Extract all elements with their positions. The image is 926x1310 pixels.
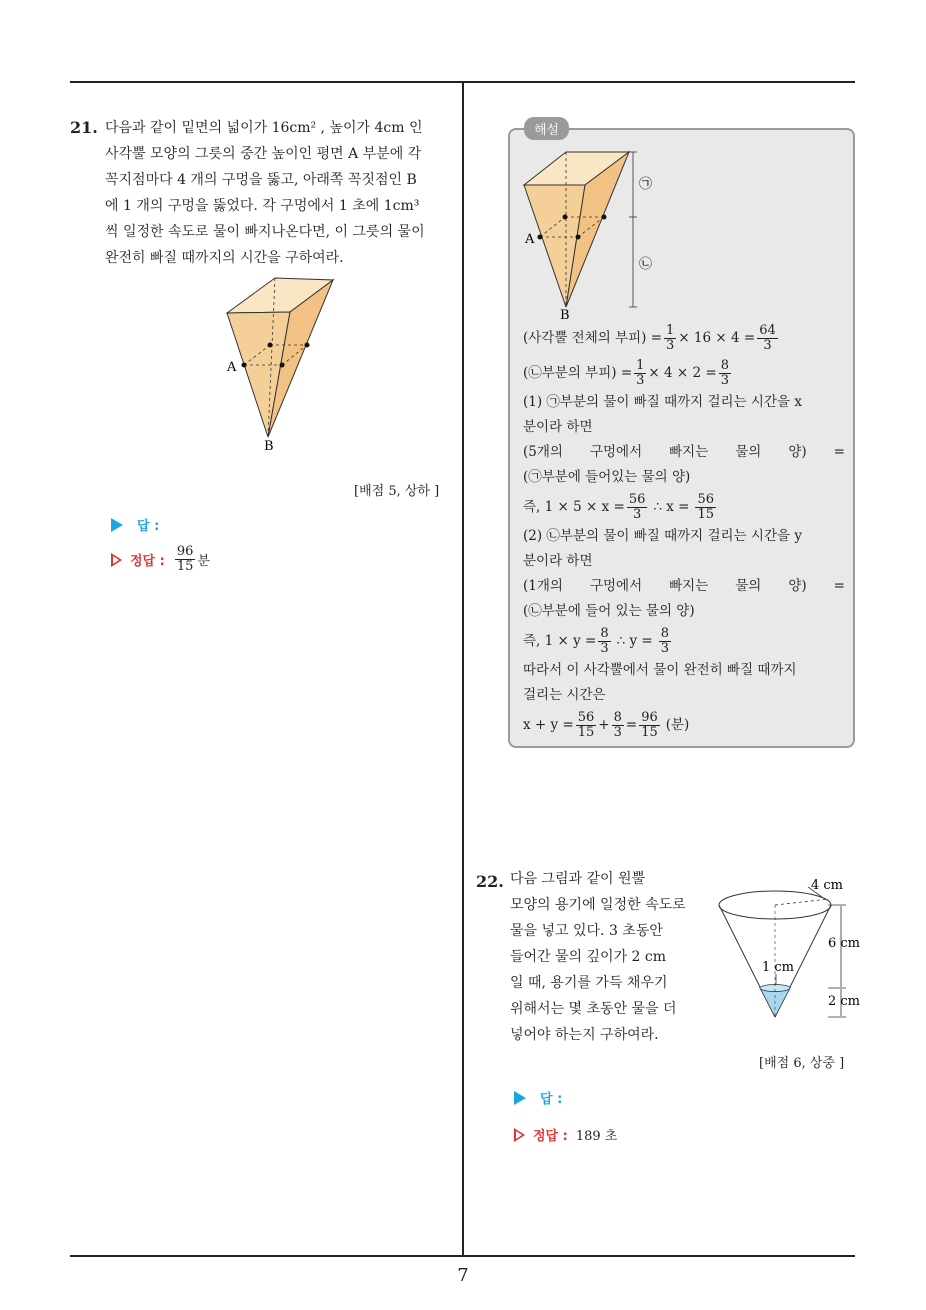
question-21-answer-row <box>111 515 159 534</box>
question-22-number: 22. <box>476 872 504 891</box>
question-22-line: 들어간 물의 깊이가 2 cm <box>510 949 667 965</box>
question-21-correct-row <box>111 545 210 574</box>
pyramid-figure <box>215 275 345 455</box>
pyramid-label-b: B <box>264 439 274 454</box>
bottom-rule <box>70 1255 855 1257</box>
question-21-line: 씩 일정한 속도로 물이 빠지나온다면, 이 그릇의 물이 <box>105 224 425 240</box>
solution-text <box>523 320 845 742</box>
solution-line: (㉡부분의 부피) = $\frac{1}{3}$ × 4 × 2 = $\frac{8}{3}$ <box>523 357 729 388</box>
solution-label-a: A <box>525 232 535 247</box>
answer-label: 답 : <box>540 1092 563 1107</box>
question-22-line: 모양의 용기에 일정한 속도로 <box>510 897 686 913</box>
solution-line: 분이라 하면 <box>523 553 593 569</box>
question-21-line: 완전히 빠질 때까지의 시간을 구하여라. <box>105 250 344 266</box>
correct-fraction: $\frac{96}{15}$ <box>176 544 194 574</box>
correct-value: 189 초 <box>575 1129 618 1144</box>
question-21-line: 사각뿔 모양의 그릇의 중간 높이인 평면 A 부분에 각 <box>105 146 422 162</box>
solution-line: 걸리는 시간은 <box>523 687 606 703</box>
solution-line: (㉠부분에 들어있는 물의 양) <box>523 469 691 485</box>
solution-line: 즉, 1 × y = $\frac{8}{3}$ ∴ y = $\frac{8}{3}$ <box>523 625 670 656</box>
question-21-score: [배점 5, 상하 ] <box>354 484 440 499</box>
solution-line: 따라서 이 사각뿔에서 물이 완전히 빠질 때까지 <box>523 662 797 678</box>
page-number: 7 <box>457 1265 469 1286</box>
correct-arrow-icon <box>514 1128 525 1142</box>
correct-arrow-icon <box>111 553 122 567</box>
solution-line: (1) ㉠부분의 물이 빠질 때까지 걸리는 시간을 x <box>523 394 802 410</box>
water-depth-label: 2 cm <box>828 994 860 1009</box>
question-22-line: 다음 그림과 같이 원뿔 <box>510 871 646 887</box>
question-21-line: 꼭지점마다 4 개의 구멍을 뚫고, 아래쪽 꼭짓점인 B <box>105 172 417 188</box>
correct-label: 정답 : <box>533 1129 568 1144</box>
water-radius-label: 1 cm <box>762 960 795 975</box>
question-21-text <box>105 115 455 271</box>
question-22-line: 물을 넣고 있다. 3 초동안 <box>510 923 663 939</box>
solution-line: (1개의 구멍에서 빠지는 물의 양) = <box>523 578 845 594</box>
question-22-correct-row <box>514 1125 617 1144</box>
question-22-score: [배점 6, 상중 ] <box>759 1056 845 1071</box>
solution-line: 분이라 하면 <box>523 419 593 435</box>
solution-line: x + y = $\frac{56}{15}$ + $\frac{8}{3}$ = $\frac{96}{15}$ (분) <box>523 709 690 740</box>
question-21-line: 다음과 같이 밑면의 넓이가 16cm² , 높이가 4cm 인 <box>105 120 423 136</box>
answer-label: 답 : <box>137 519 160 534</box>
question-22-line: 넣어야 하는지 구하여라. <box>510 1027 659 1043</box>
solution-line: (2) ㉡부분의 물이 빠질 때까지 걸리는 시간을 y <box>523 528 802 544</box>
question-21-line: 에 1 개의 구멍을 뚫었다. 각 구멍에서 1 초에 1cm³ <box>105 198 420 214</box>
question-22-text <box>510 866 710 1048</box>
answer-arrow-icon <box>111 518 123 532</box>
solution-label-b: B <box>560 308 570 320</box>
cone-figure <box>710 875 860 1025</box>
pyramid-label-a: A <box>227 360 237 375</box>
correct-unit: 분 <box>197 554 210 569</box>
correct-label: 정답 : <box>130 554 165 569</box>
column-divider <box>462 82 464 1257</box>
solution-label-bottom: ㉡ <box>639 257 653 272</box>
solution-line: (5개의 구멍에서 빠지는 물의 양) = <box>523 444 845 460</box>
solution-pyramid-figure <box>518 145 658 320</box>
question-22-answer-row <box>514 1088 562 1107</box>
cone-radius-label: 4 cm <box>811 878 844 893</box>
solution-line: (사각뿔 전체의 부피) = $\frac{1}{3}$ × 16 × 4 = $\frac{64}{3}$ <box>523 322 776 353</box>
answer-arrow-icon <box>514 1091 526 1105</box>
solution-tab: 해설 <box>524 117 569 140</box>
solution-line: 즉, 1 × 5 × x = $\frac{56}{3}$ ∴ x = $\frac{56}{15}$ <box>523 491 715 522</box>
question-22-line: 일 때, 용기를 가득 채우기 <box>510 975 668 991</box>
question-21-number: 21. <box>70 118 98 137</box>
solution-line: (㉡부분에 들어 있는 물의 양) <box>523 603 695 619</box>
question-22-line: 위해서는 몇 초동안 물을 더 <box>510 1001 677 1017</box>
cone-height-label: 6 cm <box>828 936 860 951</box>
solution-label-top: ㉠ <box>639 177 653 192</box>
